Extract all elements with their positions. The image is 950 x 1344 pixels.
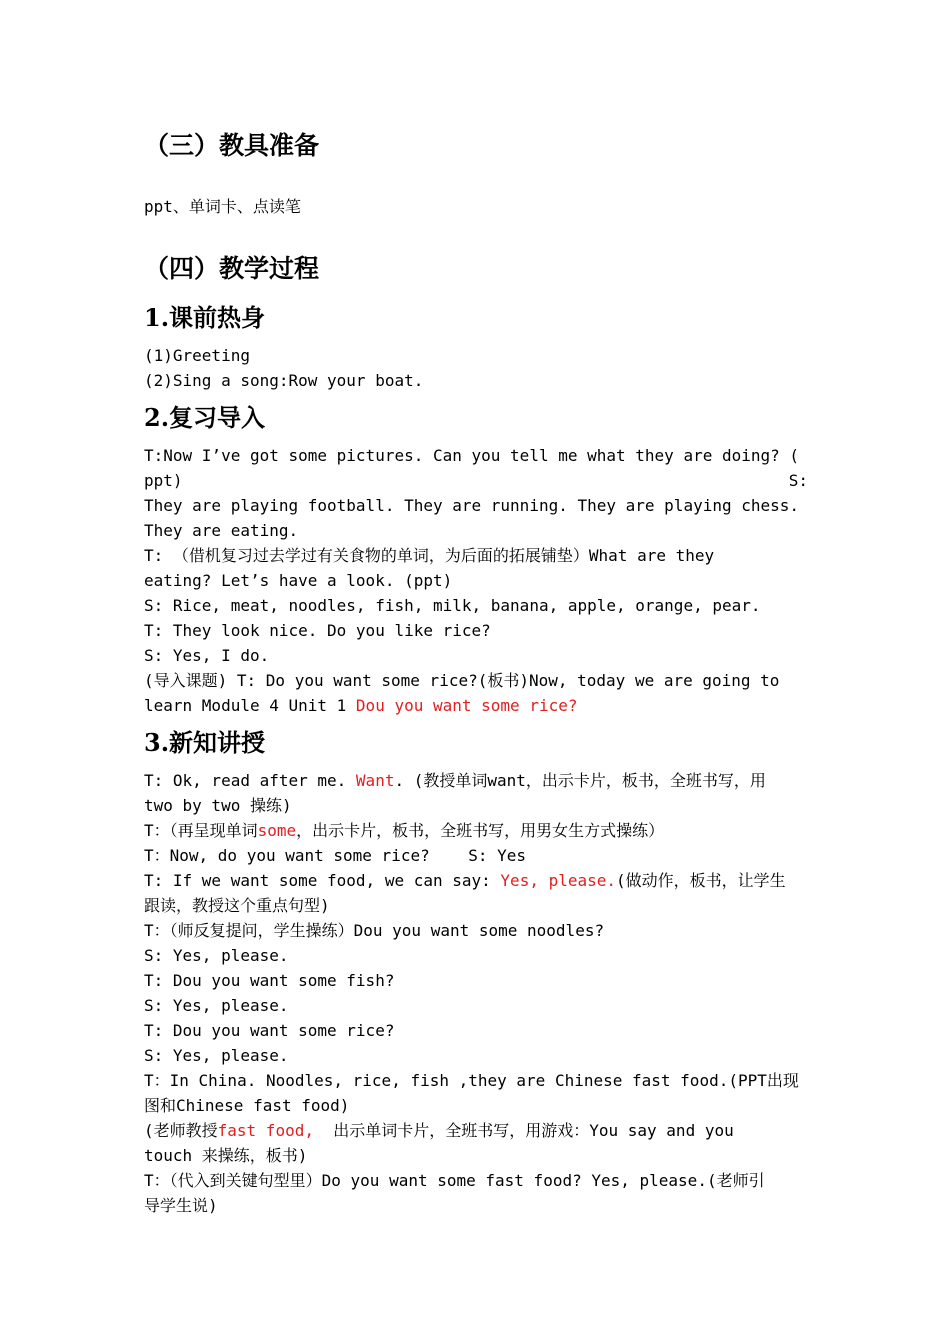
review-line-right: S: (788, 471, 808, 490)
spacer (144, 287, 808, 301)
review-line-left: ppt) (144, 471, 183, 490)
review-line (144, 468, 808, 493)
warm-up-line: (1)Greeting (144, 346, 250, 365)
review-line: They are playing football. They are running. They are playing chess. (144, 496, 800, 515)
teaching-line: 跟读，教授这个重点句型) (144, 896, 330, 915)
spacer (144, 393, 808, 401)
teaching-line (144, 818, 808, 843)
teaching-line: T：In China. Noodles, rice, fish ,they are Chinese fast food.(PPT出现 (144, 1071, 799, 1090)
teaching-line: two by two 操练) (144, 796, 292, 815)
teaching-text: T: If we want some food, we can say: (144, 871, 501, 890)
review-line: (导入课题) T: Do you want some rice?(板书)Now, today we are going to (144, 671, 780, 690)
keyword-highlight: Yes, please. (500, 871, 617, 890)
teaching-line (144, 868, 808, 893)
document-content (144, 128, 808, 1218)
teaching-line (144, 768, 808, 793)
review-line: eating? Let’s have a look. (ppt) (144, 571, 453, 590)
spacer (144, 335, 808, 343)
teaching-line: T：（代入到关键句型里）Do you want some fast food? Yes, please.(老师引 (144, 1171, 765, 1190)
spacer (144, 164, 808, 194)
teaching-text: T: Ok, read after me. (144, 771, 356, 790)
teaching-text: . (教授单词want，出示卡片，板书，全班书写，用 (394, 771, 766, 790)
spacer (144, 435, 808, 443)
lesson-title-highlight: Dou you want some rice? (355, 696, 578, 715)
review-line: S: Rice, meat, noodles, fish, milk, banana, apple, orange, pear. (144, 596, 761, 615)
heading-new-knowledge: 3.新知讲授 (144, 728, 266, 757)
spacer (144, 718, 808, 726)
section-title-teaching-process: （四）教学过程 (144, 254, 320, 283)
teaching-line: S: Yes, please. (144, 996, 289, 1015)
teaching-aids-text: ppt、单词卡、点读笔 (144, 197, 301, 216)
teaching-text: 出示单词卡片，全班书写，用游戏：You say and you (313, 1121, 734, 1140)
teaching-line: T：（师反复提问，学生操练）Dou you want some noodles? (144, 921, 605, 940)
review-line: T:Now I’ve got some pictures. Can you tell me what they are doing? ( (144, 446, 800, 465)
review-line (144, 693, 808, 718)
warm-up-line: (2)Sing a song:Row your boat. (144, 371, 424, 390)
teaching-text: T：（再呈现单词 (144, 821, 258, 840)
review-line: S: Yes, I do. (144, 646, 270, 665)
teaching-line: S: Yes, please. (144, 946, 289, 965)
teaching-line: T: Dou you want some fish? (144, 971, 395, 990)
review-line: T: They look nice. Do you like rice? (144, 621, 491, 640)
review-text: learn Module 4 Unit 1 (144, 696, 356, 715)
teaching-text: (做动作，板书，让学生 (616, 871, 786, 890)
spacer (144, 760, 808, 768)
teaching-line: T：Now, do you want some rice? S: Yes (144, 846, 527, 865)
teaching-line: T: Dou you want some rice? (144, 1021, 395, 1040)
teaching-line (144, 1118, 808, 1143)
teaching-line: S: Yes, please. (144, 1046, 289, 1065)
section-title-teaching-aids: （三）教具准备 (144, 131, 320, 160)
heading-review: 2.复习导入 (144, 403, 266, 432)
teaching-text: ，出示卡片，板书，全班书写，用男女生方式操练） (296, 821, 665, 840)
keyword-highlight: Want (355, 771, 395, 790)
teaching-line: 图和Chinese fast food) (144, 1096, 350, 1115)
teaching-line: 导学生说) (144, 1196, 218, 1215)
keyword-highlight: fast food, (217, 1121, 314, 1140)
spacer (144, 219, 808, 251)
review-line: T: （借机复习过去学过有关食物的单词，为后面的拓展铺垫）What are they (144, 546, 715, 565)
teaching-line: touch 来操练，板书) (144, 1146, 308, 1165)
review-line: They are eating. (144, 521, 299, 540)
heading-warm-up: 1.课前热身 (144, 303, 266, 332)
teaching-text: (老师教授 (144, 1121, 218, 1140)
keyword-highlight: some (257, 821, 297, 840)
